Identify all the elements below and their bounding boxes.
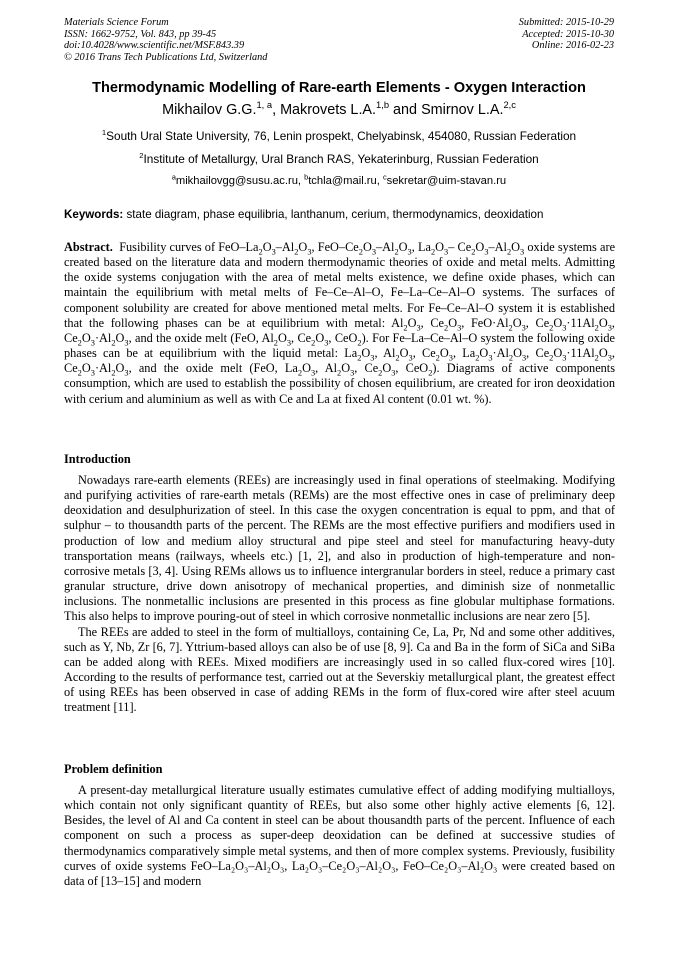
paragraph: A present-day metallurgical literature usually estimates cumulative effect of adding modifying multialloys, which contain not only significant quantity of REEs, but also some other highly active elements [6, 12]. Besides, the level of Al and Ca content in steel can be about thousandth parts of the percent. Influence of each component on such a process as super-deep deoxidation can be defined at successive studies of thermodynamics comparatively simple metal systems, and then of more complex systems. Previously, fusibility curves of oxide systems FeO–La₂O₃–Al₂O₃, La₂O₃–Ce₂O₃–Al₂O₃, FeO–Ce₂O₃–Al₂O₃ were created based on data of [13–15] and modern <box>64 783 615 888</box>
affiliation-text: Institute of Metallurgy, Ural Branch RAS, Yekaterinburg, Russian Federation <box>143 152 539 166</box>
accepted-date: Accepted: 2015-10-30 <box>522 28 614 40</box>
author-separator: , <box>272 102 281 118</box>
affiliation-2 <box>0 152 678 166</box>
affiliation-number: 1 <box>101 128 107 138</box>
author-affil-sup: 2,c <box>503 100 516 111</box>
email-marker: a <box>171 172 176 182</box>
email-marker: b <box>304 172 309 182</box>
email-link[interactable]: tchla@mail.ru, <box>308 175 380 187</box>
author-name: Smirnov L.A. <box>421 102 504 118</box>
keywords-label: Keywords: <box>64 208 124 221</box>
affiliation-number: 2 <box>139 151 144 161</box>
email-link[interactable]: sekretar@uim-stavan.ru <box>386 175 507 187</box>
abstract-label: Abstract. <box>64 240 113 254</box>
journal-issn: ISSN: 1662-9752, Vol. 843, pp 39-45 <box>64 28 217 40</box>
paragraph: The REEs are added to steel in the form of multialloys, containing Ce, La, Pr, Nd and some other additives, such as Y, Nb, Zr [6, 7]. Yttrium-based alloys can also be of use [8, 9]. Ca and Ba in the form of SiCa and SiBa can be added along with REEs. Mixed modifiers are increasingly used in so called flux-cored wires [10]. According to the results of performance test, carried out at the Severskiy metallurgical plant, the greatest effect of using REEs has been observed in case of adding REMs in the form of flux-cored wire after steel acuum treatment [11]. <box>64 624 615 715</box>
paper-title: Thermodynamic Modelling of Rare-earth Elements - Oxygen Interaction <box>92 80 586 96</box>
keywords <box>64 208 616 221</box>
problem-definition-body <box>64 783 615 889</box>
author-name: Mikhailov G.G. <box>162 102 257 118</box>
author-affil-sup: 1,b <box>376 100 390 111</box>
introduction-body <box>64 473 615 716</box>
submitted-date: Submitted: 2015-10-29 <box>518 17 614 28</box>
abstract-paragraph: Abstract. Fusibility curves of FeO–$La_2O_3-Al_2O_3$, FeO–$Ce_2O_3-Al_2O_3$, $La_2O_3-$ $Ce_2O_3-Al_2O_3$ oxide systems are created based on the literature data and modern thermodynamic theories of oxide and metal melts. Admitting the oxide systems conjugation with the area of metal melts existence, we define oxide phases, which can maintain the equilibrium with metal melts of Fe–Ce–Al–O, Fe–La–Ce–Al–O systems. The surfaces of component solubility are created for above mentioned metal melts. For Fe–Ce–Al–O system it is established that the following phases can be at equilibrium with metal: $Al_2O_3$, $Ce_2O_3$, $FeO\cdot Al_2O_3$, $Ce_2O_3\cdot 11Al_2O_3$, $Ce_2O_3\cdot Al_2O_3$, and the oxide melt (FeO, $Al_2O_3$, $Ce_2O_3$, CeO$_2$). For Fe–La–Ce–Al–O system the following oxide phases can be at equilibrium with the liquid metal: $La_2O_3$, $Al_2O_3$, $Ce_2O_3$, $La_2O_3\cdot Al_2O_3$, $Ce_2O_3\cdot 11Al_2O_3$, $Ce_2O_3\cdot Al_2O_3$, and the oxide melt (FeO, $La_2O_3$, $Al_2O_3$, $Ce_2O_3$, CeO$_2$). Diagrams of active components consumption, which are used to establish the possibility of chosen equilibrium, are created for iron deoxidation with cerium and aluminium as well as with Ce and La at fixed Al content (0.01 wt. %). <box>64 240 616 406</box>
abstract <box>64 240 615 407</box>
author-separator: and <box>389 102 422 118</box>
journal-copyright: © 2016 Trans Tech Publications Ltd, Switzerland <box>64 51 268 63</box>
submission-dates <box>519 17 614 52</box>
email-link[interactable]: mikhailovgg@susu.ac.ru, <box>175 175 302 187</box>
email-marker: c <box>382 172 387 182</box>
journal-doi[interactable]: doi:10.4028/www.scientific.net/MSF.843.39 <box>64 40 245 52</box>
journal-info <box>64 17 267 63</box>
author-name: Makrovets L.A. <box>280 102 377 118</box>
email-line <box>0 172 678 187</box>
paragraph: Nowadays rare-earth elements (REEs) are increasingly used in final operations of steelmaking. Modifying and purifying activities of rare-earth metals (REMs) are the most effective ones in case of preliminary deep deoxidation and desulphurization of steel. In this case the oxygen concentration is equal to ppm, and that of sulphur – to thousandth parts of the percent. The REMs are the most effective purifiers and modifiers used in production of low and medium alloy structural and pipe steel and steel for manufacturing heavy-duty transportation means (railways, wheels etc.) [1, 2], and also in production of high-temperature and non-corrosive metals [3, 4]. Using REMs allows us to influence intergranular borders in steel, reduce a primary cast granular structure, drive down anisotropy of mechanical properties, and diminish size of nonmetallic inclusions. The nonmetallic inclusions are presented in this process as fine globular multiphase formations. This also helps to improve pouring-out of steel in which corrosive nonmetallic inclusions are near zero [5]. <box>64 473 615 624</box>
affiliation-text: South Ural State University, 76, Lenin prospekt, Chelyabinsk, 454080, Russian Federation <box>106 129 577 143</box>
section-heading-problem-definition: Problem definition <box>64 762 163 776</box>
keywords-text: state diagram, phase equilibria, lanthanum, cerium, thermodynamics, deoxidation <box>123 208 544 221</box>
journal-name: Materials Science Forum <box>64 17 169 28</box>
author-line <box>0 102 678 118</box>
author-affil-sup: 1, a <box>256 100 273 111</box>
online-date: Online: 2016-02-23 <box>531 40 614 52</box>
affiliation-1 <box>0 129 678 143</box>
section-heading-introduction: Introduction <box>64 452 131 466</box>
